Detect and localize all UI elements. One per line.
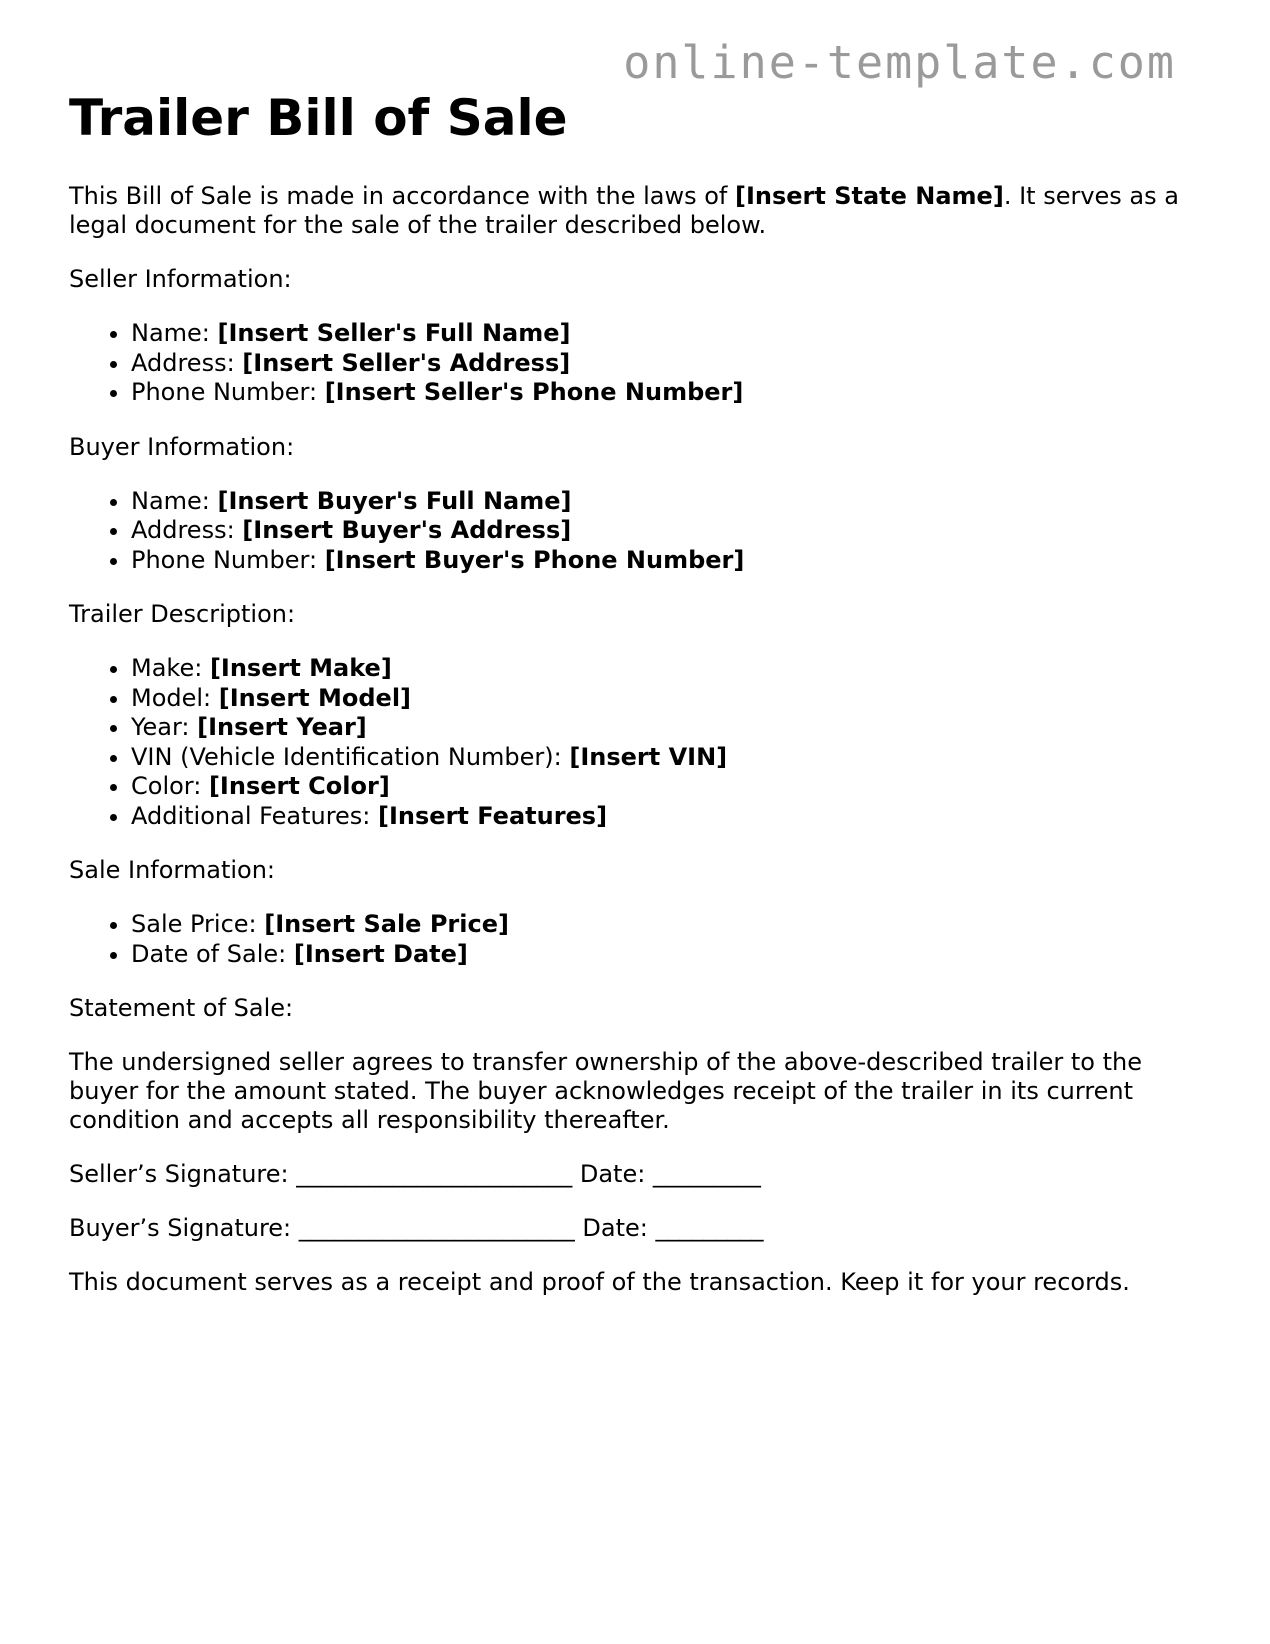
document-body xyxy=(69,86,1209,1297)
field-value: [Insert VIN] xyxy=(569,742,728,771)
field-value: [Insert Seller's Full Name] xyxy=(217,319,571,347)
seller-info-heading: Seller Information: xyxy=(69,265,292,293)
field-label: VIN (Vehicle Identification Number): xyxy=(131,742,570,771)
list-item xyxy=(131,654,1209,684)
field-label: Year: xyxy=(131,713,198,741)
statement-paragraph: The undersigned seller agrees to transfer ownership of the above-described trailer to the buyer for the amount stated. The buyer acknowledges receipt of the trailer in its current condition and accepts all responsibility thereafter. xyxy=(69,1048,1142,1134)
field-value: [Insert Buyer's Address] xyxy=(242,516,572,544)
field-label: Address: xyxy=(131,348,243,377)
list-item xyxy=(131,546,1209,576)
statement-heading: Statement of Sale: xyxy=(69,994,294,1022)
field-label: Sale Price: xyxy=(131,910,265,938)
state-name-placeholder: [Insert State Name] xyxy=(735,182,1004,210)
field-label: Make: xyxy=(131,654,210,682)
field-value: [Insert Make] xyxy=(209,654,392,682)
field-value: [Insert Seller's Phone Number] xyxy=(324,378,744,406)
field-label: Phone Number: xyxy=(131,378,325,406)
list-item xyxy=(131,772,1209,802)
field-value: [Insert Model] xyxy=(218,683,412,712)
buyer-info-heading: Buyer Information: xyxy=(69,432,295,461)
sale-info-list xyxy=(69,910,1209,969)
list-item xyxy=(131,802,1209,832)
list-item xyxy=(131,349,1209,379)
list-item xyxy=(131,684,1209,714)
field-label: Additional Features: xyxy=(131,801,379,830)
trailer-description-list xyxy=(69,654,1209,831)
list-item xyxy=(131,940,1209,970)
field-label: Color: xyxy=(131,772,209,800)
seller-info-list xyxy=(69,319,1209,408)
field-value: [Insert Year] xyxy=(197,713,367,741)
intro-text-after: . It serves as a legal document for the sale of the trailer described below. xyxy=(69,182,1179,239)
buyer-signature-line: Buyer’s Signature: _______________________ Date: _________ xyxy=(69,1214,764,1242)
buyer-info-list xyxy=(69,487,1209,576)
list-item xyxy=(131,378,1209,408)
field-label: Address: xyxy=(131,516,243,544)
list-item xyxy=(131,713,1209,743)
trailer-description-heading: Trailer Description: xyxy=(69,600,296,628)
field-value: [Insert Buyer's Full Name] xyxy=(217,486,572,515)
intro-text-before: This Bill of Sale is made in accordance with the laws of xyxy=(69,182,735,210)
page-title: Trailer Bill of Sale xyxy=(69,89,568,147)
field-value: [Insert Features] xyxy=(378,801,608,830)
field-value: [Insert Seller's Address] xyxy=(242,348,571,377)
closing-note: This document serves as a receipt and proof of the transaction. Keep it for your records. xyxy=(69,1268,1130,1296)
list-item xyxy=(131,910,1209,940)
field-label: Name: xyxy=(131,486,218,515)
field-label: Phone Number: xyxy=(131,545,325,574)
list-item xyxy=(131,743,1209,773)
seller-signature-line: Seller’s Signature: _______________________ Date: _________ xyxy=(69,1160,761,1188)
field-value: [Insert Buyer's Phone Number] xyxy=(324,545,745,574)
intro-paragraph xyxy=(69,182,1209,240)
field-value: [Insert Date] xyxy=(293,939,468,968)
field-value: [Insert Color] xyxy=(208,772,390,800)
list-item xyxy=(131,319,1209,349)
field-label: Date of Sale: xyxy=(131,939,294,968)
field-value: [Insert Sale Price] xyxy=(264,910,509,938)
field-label: Model: xyxy=(131,683,219,712)
list-item xyxy=(131,516,1209,546)
watermark: online-template.com xyxy=(623,36,1176,89)
list-item xyxy=(131,487,1209,517)
sale-info-heading: Sale Information: xyxy=(69,856,276,884)
field-label: Name: xyxy=(131,319,218,347)
